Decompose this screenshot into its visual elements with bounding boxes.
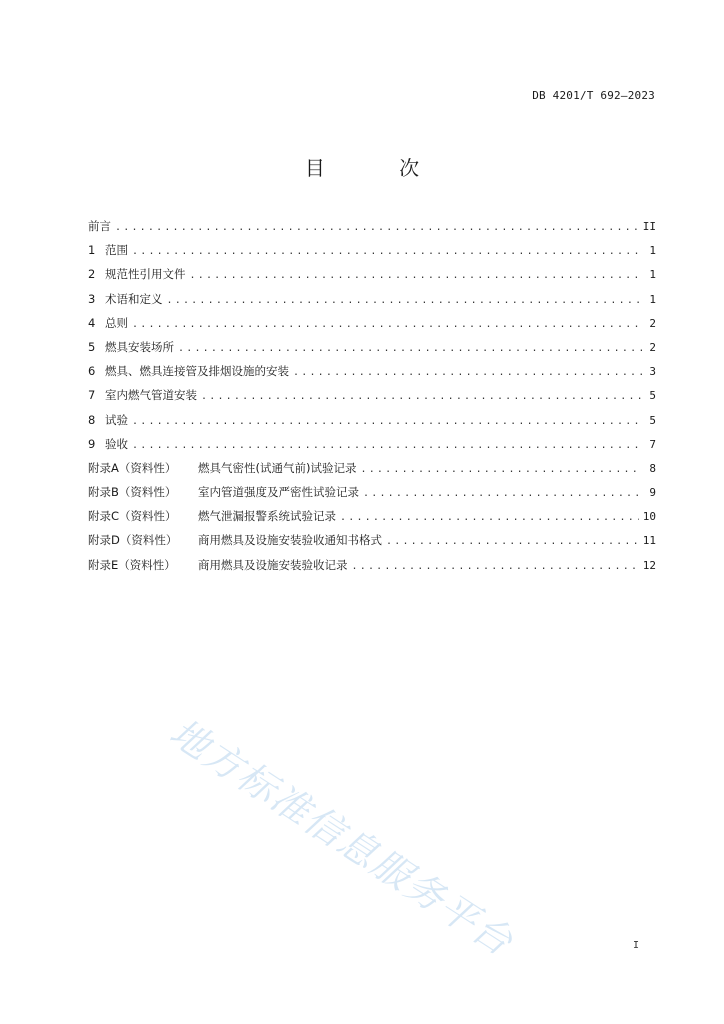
- toc-entry-label: 验收: [105, 436, 128, 451]
- toc-entry-page: 1: [649, 268, 656, 282]
- dot-leader: [132, 416, 642, 427]
- toc-entry-page: 7: [649, 437, 656, 451]
- toc-entry-page: 1: [649, 292, 656, 306]
- toc-entry-page: 5: [649, 413, 656, 427]
- appendix-designation: 附录C（资料性）: [88, 509, 177, 524]
- toc-entry-2[interactable]: [88, 266, 656, 290]
- document-code: DB 4201/T 692—2023: [532, 89, 655, 102]
- toc-entry-label: 总则: [105, 315, 128, 330]
- toc-entry-label: 燃具气密性(试通气前)试验记录: [198, 460, 357, 475]
- dot-leader: [201, 391, 642, 402]
- toc-entry-6[interactable]: [88, 363, 656, 387]
- toc-entry-label: 燃具安装场所: [105, 339, 174, 354]
- appendix-designation: 附录A（资料性）: [88, 460, 177, 475]
- toc-entry-page: 2: [649, 340, 656, 354]
- toc-entry-number: 4: [88, 315, 96, 330]
- dot-leader: [115, 222, 639, 233]
- watermark: 地方标准信息服务平台: [162, 709, 522, 965]
- toc-entry-page: 8: [649, 461, 656, 475]
- dot-leader: [132, 440, 642, 451]
- toc-appendix-b[interactable]: [88, 484, 656, 508]
- toc-entry-page: 9: [649, 486, 656, 500]
- appendix-designation: 附录E（资料性）: [88, 557, 176, 572]
- toc-entry-number: 8: [88, 412, 96, 427]
- toc-entry-4[interactable]: [88, 315, 656, 339]
- dot-leader: [386, 536, 639, 547]
- dot-leader: [167, 295, 643, 306]
- toc-entry-5[interactable]: [88, 339, 656, 363]
- toc-entry-1[interactable]: [88, 242, 656, 266]
- toc-entry-label: 商用燃具及设施安装验收通知书格式: [198, 533, 382, 548]
- toc-appendix-d[interactable]: [88, 532, 656, 556]
- toc-entry-number: 6: [88, 364, 96, 379]
- toc-appendix-a[interactable]: [88, 460, 656, 484]
- toc-entry-label: 商用燃具及设施安装验收记录: [198, 557, 348, 572]
- dot-leader: [363, 488, 642, 499]
- toc-entry-label: 室内燃气管道安装: [105, 388, 197, 403]
- toc-entry-foreword[interactable]: [88, 218, 656, 242]
- toc-entry-page: 12: [642, 558, 656, 572]
- toc-entry-label: 术语和定义: [105, 291, 163, 306]
- toc-entry-page: 3: [649, 365, 656, 379]
- toc-entry-8[interactable]: [88, 412, 656, 436]
- toc-entry-label: 范围: [105, 243, 128, 258]
- page-title: 目 次: [304, 156, 454, 180]
- toc-entry-number: 7: [88, 388, 96, 403]
- toc-entry-label: 燃具、燃具连接管及排烟设施的安装: [105, 364, 289, 379]
- toc-entry-label: 燃气泄漏报警系统试验记录: [198, 509, 336, 524]
- toc-entry-label: 前言: [88, 219, 111, 233]
- toc-entry-9[interactable]: [88, 436, 656, 460]
- toc-entry-page: 11: [642, 534, 656, 548]
- toc-entry-label: 室内管道强度及严密性试验记录: [198, 485, 359, 500]
- toc-entry-page: II: [642, 220, 656, 233]
- dot-leader: [178, 343, 642, 354]
- toc-entry-7[interactable]: [88, 387, 656, 411]
- toc-entry-number: 5: [88, 339, 96, 354]
- dot-leader: [132, 319, 642, 330]
- appendix-designation: 附录B（资料性）: [88, 485, 177, 500]
- toc-entry-label: 试验: [105, 412, 128, 427]
- toc-entry-page: 10: [642, 510, 656, 524]
- page-number: I: [633, 940, 640, 951]
- toc-entry-number: 3: [88, 291, 96, 306]
- dot-leader: [352, 561, 639, 572]
- dot-leader: [340, 512, 639, 523]
- dot-leader: [190, 270, 643, 281]
- table-of-contents: [88, 218, 656, 581]
- toc-appendix-e[interactable]: [88, 557, 656, 581]
- toc-entry-page: 1: [649, 244, 656, 258]
- dot-leader: [360, 464, 642, 475]
- toc-entry-3[interactable]: [88, 291, 656, 315]
- dot-leader: [132, 246, 642, 257]
- toc-appendix-c[interactable]: [88, 508, 656, 532]
- dot-leader: [293, 367, 642, 378]
- toc-entry-page: 2: [649, 316, 656, 330]
- appendix-designation: 附录D（资料性）: [88, 533, 178, 548]
- toc-entry-number: 9: [88, 436, 96, 451]
- toc-entry-number: 2: [88, 267, 96, 282]
- toc-entry-label: 规范性引用文件: [105, 267, 186, 282]
- toc-entry-number: 1: [88, 243, 96, 258]
- toc-entry-page: 5: [649, 389, 656, 403]
